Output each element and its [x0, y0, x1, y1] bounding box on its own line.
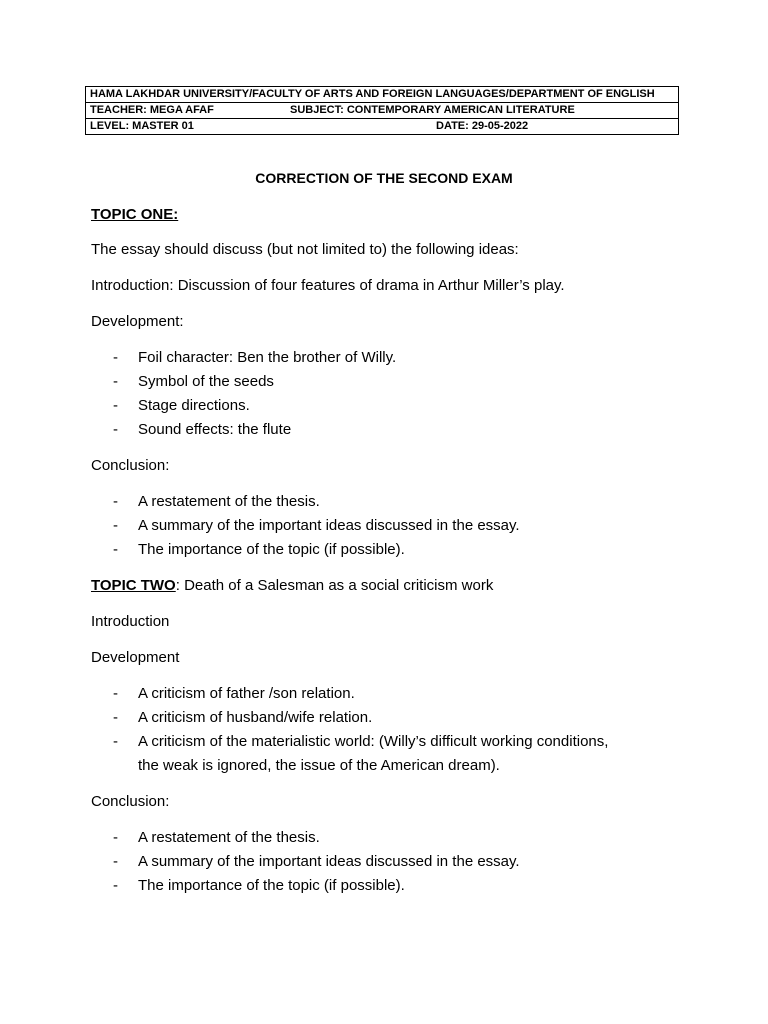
list-item: - A restatement of the thesis.	[113, 490, 520, 514]
list-item: - Sound effects: the flute	[113, 418, 396, 442]
dash-mark: -	[113, 853, 118, 870]
list-item: - Symbol of the seeds	[113, 370, 396, 394]
dash-mark: -	[113, 493, 118, 510]
dash-mark: -	[113, 685, 118, 702]
header-row-level-date	[86, 119, 679, 135]
list-item: - A restatement of the thesis.	[113, 826, 520, 850]
dash-mark: -	[113, 541, 118, 558]
topic-one-development-label: Development:	[91, 313, 184, 330]
dash-mark: -	[113, 877, 118, 894]
level-date-cell	[86, 119, 679, 135]
dash-mark: -	[113, 349, 118, 366]
header-row-university	[86, 87, 679, 103]
list-item: - Stage directions.	[113, 394, 396, 418]
teacher-label: TEACHER: MEGA AFAF	[90, 104, 214, 116]
dash-mark: -	[113, 517, 118, 534]
teacher-subject-cell	[86, 103, 679, 119]
topic-two-development-list	[113, 682, 608, 778]
topic-one-conclusion-list	[113, 490, 520, 562]
date-label: DATE: 29-05-2022	[436, 120, 529, 132]
topic-one-introduction: Introduction: Discussion of four features of drama in Arthur Miller’s play.	[91, 277, 565, 294]
topic-one-intro-line: The essay should discuss (but not limited to) the following ideas:	[91, 241, 519, 258]
dash-mark: -	[113, 709, 118, 726]
header-table	[85, 86, 679, 135]
list-item: - A summary of the important ideas discussed in the essay.	[113, 514, 520, 538]
dash-mark: -	[113, 373, 118, 390]
subject-label: SUBJECT: CONTEMPORARY AMERICAN LITERATURE	[290, 104, 575, 116]
topic-two-development-label: Development	[91, 649, 180, 666]
level-label: LEVEL: MASTER 01	[90, 120, 194, 132]
topic-two-heading-line	[91, 576, 493, 596]
topic-two-conclusion-list	[113, 826, 520, 898]
topic-two-heading: TOPIC TWO	[91, 577, 176, 594]
list-item: - A summary of the important ideas discussed in the essay.	[113, 850, 520, 874]
list-item: - The importance of the topic (if possible).	[113, 874, 520, 898]
topic-one-development-list	[113, 346, 396, 442]
dash-mark: -	[113, 829, 118, 846]
dash-mark: -	[113, 397, 118, 414]
topic-two-heading-rest: : Death of a Salesman as a social criticism work	[175, 577, 494, 594]
topic-one-conclusion-label: Conclusion:	[91, 457, 170, 474]
dash-mark: -	[113, 421, 118, 438]
topic-two-introduction-label: Introduction	[91, 613, 170, 630]
dash-mark: -	[113, 733, 118, 750]
header-row-teacher-subject	[86, 103, 679, 119]
university-cell: HAMA LAKHDAR UNIVERSITY/FACULTY OF ARTS AND FOREIGN LANGUAGES/DEPARTMENT OF ENGLISH	[86, 87, 679, 103]
list-item: - Foil character: Ben the brother of Willy.	[113, 346, 396, 370]
document-title: CORRECTION OF THE SECOND EXAM	[255, 170, 513, 186]
topic-two-conclusion-label: Conclusion:	[91, 793, 170, 810]
topic-one-heading: TOPIC ONE:	[91, 206, 179, 223]
list-item: - A criticism of the materialistic world: (Willy’s difficult working conditions, the weak is ignored, the issue of the American dream).	[113, 730, 608, 778]
list-item: - A criticism of husband/wife relation.	[113, 706, 608, 730]
list-item: - A criticism of father /son relation.	[113, 682, 608, 706]
list-item: - The importance of the topic (if possible).	[113, 538, 520, 562]
